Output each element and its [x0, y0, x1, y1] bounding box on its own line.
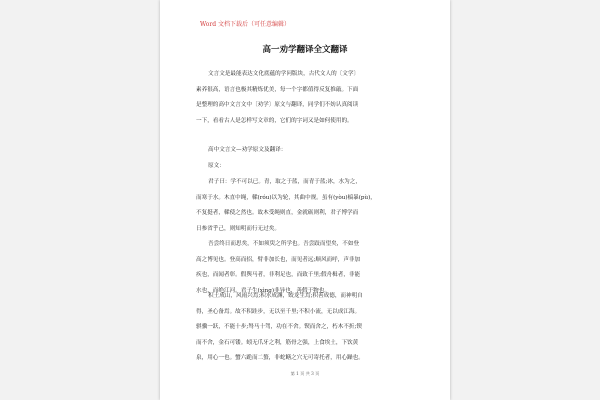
text-line: 高之博见也。登高而招，臂非加长也，而见者远;顺风而呼，声非加: [196, 256, 361, 263]
document-page: [160, 0, 450, 400]
text-line: 文言文是最能表达文化底蕴的学问版块，古代文人的〔文学〕: [208, 71, 360, 77]
text-line: 而不舍，金石可镂。蚓无爪牙之利，筋骨之强，上食埃土，下饮黄: [196, 339, 359, 346]
section-heading-block: [196, 143, 420, 174]
text-line: 君子曰：学不可以已。青，取之于蓝，而青于蓝;冰，水为之，: [208, 179, 361, 185]
text-line: 素养很高，语言也极其精炼优美，每一个字都值得反复推敲。下面: [196, 86, 359, 93]
page-number-footer: 第 1 页 共 3 页: [290, 371, 320, 376]
intro-paragraph: [196, 67, 420, 129]
text-line: 骐骥一跃，不能十步;驽马十驾，功在不舍。锲而舍之，朽木不折;锲: [196, 324, 362, 331]
text-line: 日参省乎己，则知明而行无过矣。: [196, 225, 280, 232]
text-line: 而寒于水。木直中绳，輮(róu)以为轮，其曲中规。虽有(yòu)槁暴(pù)，: [196, 194, 376, 201]
download-watermark: Word 文档下载后（可任意编辑）: [200, 21, 290, 28]
text-line: 一下，看看古人是怎样写文章的，它们的字词又是如何使用的。: [196, 117, 353, 124]
document-title: 高一劝学翻译全文翻译: [262, 45, 348, 55]
yuanwen-label: 原文：: [208, 162, 225, 169]
text-line: 泉，用心一也。蟹六跪而二螯，非蛇鳝之穴无可寄托者，用心躁也。: [196, 355, 364, 362]
text-line: 疾也，而闻者彰。假舆马者，非利足也，而致千里;假舟楫者，非能: [196, 272, 361, 279]
text-line: 水也，而绝江河。君子生(xìng)非异也，善假于物也。: [196, 287, 330, 294]
text-line: 得，圣心备焉。故不积跬步，无以至千里;不积小流，无以成江海。: [196, 308, 361, 315]
paragraph-1: [196, 175, 420, 237]
text-line: 吾尝终日而思矣，不如须臾之所学也。吾尝跂而望矣，不如登: [208, 241, 360, 247]
text-line: 积土成山，风雨兴焉;积水成渊，蛟龙生焉;积善成德，而神明自: [208, 293, 363, 299]
text-line: 是整理的高中文言文中〔劝学〕原文与翻译，同学们不妨认真阅读: [196, 102, 359, 109]
text-line: 不复挺者，輮使之然也。故木受绳则直，金就砺则利，君子博学而: [196, 210, 359, 217]
paragraph-3: [196, 289, 420, 367]
section-heading: 高中文言文—劝学原文及翻译：: [208, 147, 287, 153]
